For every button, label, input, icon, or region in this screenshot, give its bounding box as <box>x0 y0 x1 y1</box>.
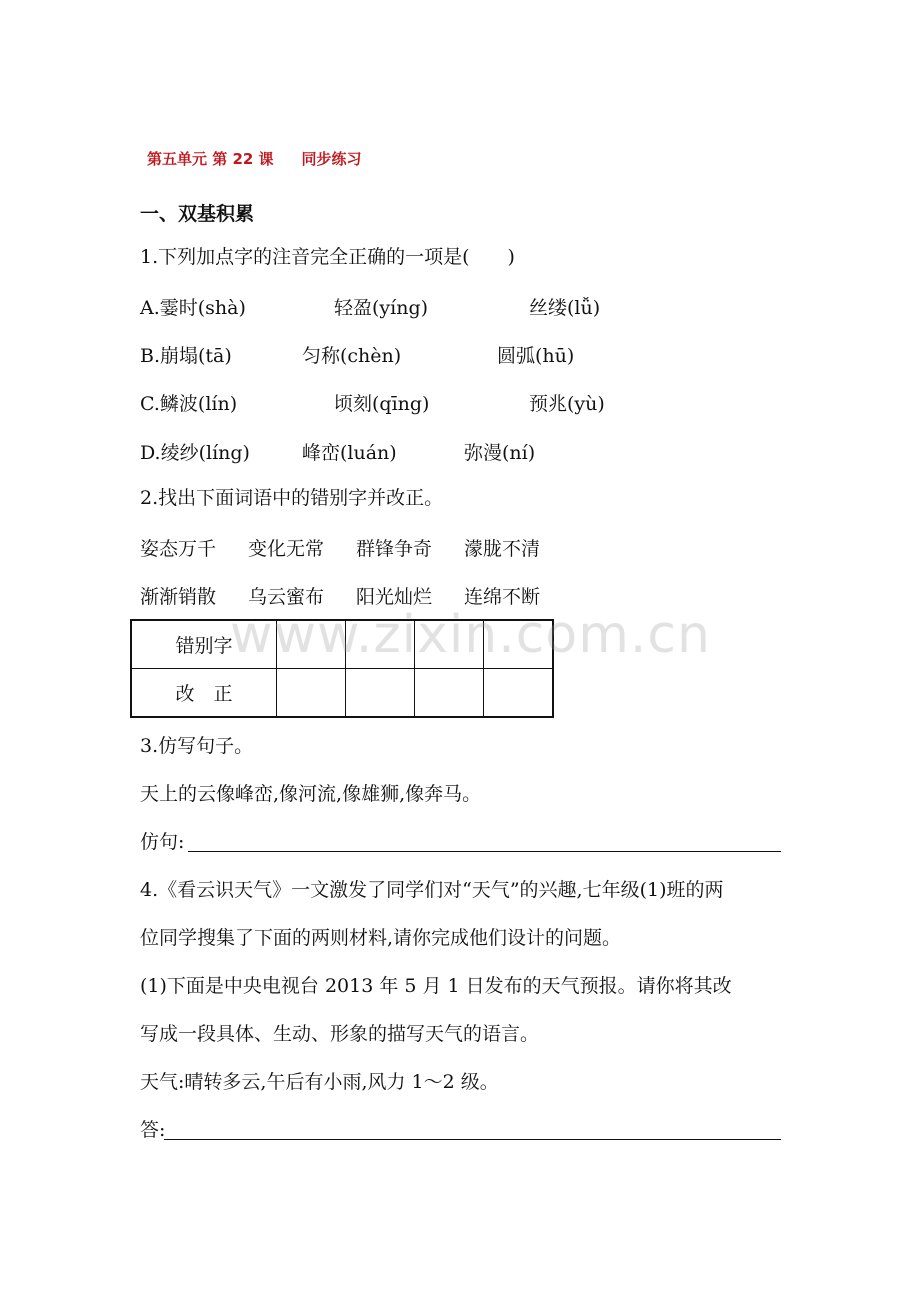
q1-stem: 1.下列加点字的注音完全正确的一项是( ) <box>140 246 515 268</box>
q4-line-1: 4.《看云识天气》一文激发了同学们对“天气”的兴趣,七年级(1)班的两 <box>140 879 724 901</box>
q2-word: 阳光灿烂 <box>356 586 433 608</box>
q3-sentence: 天上的云像峰峦,像河流,像雄狮,像奔马。 <box>140 783 482 805</box>
q2-word: 乌云蜜布 <box>248 586 325 608</box>
q1-c-item-2: 顷刻(qīng) <box>334 393 430 415</box>
q4-line-2: 位同学搜集了下面的两则材料,请你完成他们设计的问题。 <box>140 927 622 949</box>
title-practice: 同步练习 <box>301 150 362 168</box>
worksheet-title <box>147 148 362 169</box>
q1-b-item-1: B.崩塌(tā) <box>140 345 232 367</box>
q1-d-item-3: 弥漫(ní) <box>464 442 536 464</box>
q2-word: 变化无常 <box>248 538 325 560</box>
q2-word: 濛胧不清 <box>464 538 541 560</box>
q4-weather-text: 天气:晴转多云,午后有小雨,风力 1～2 级。 <box>140 1071 499 1093</box>
q3-answer-label: 仿句: <box>140 831 185 853</box>
q1-d-item-1: D.绫纱(líng) <box>140 442 250 464</box>
table-head-correct: 改 正 <box>131 669 277 718</box>
q1-b-item-3: 圆弧(hū) <box>497 345 575 367</box>
q1-c-item-1: C.鳞波(lín) <box>140 393 238 415</box>
table-cell[interactable] <box>415 669 484 718</box>
watermark: www.zixin.com.cn <box>230 605 711 665</box>
q1-a-item-3: 丝缕(lǚ) <box>529 297 601 319</box>
q4-line-4: 写成一段具体、生动、形象的描写天气的语言。 <box>140 1023 540 1045</box>
q4-answer-label: 答: <box>140 1119 166 1141</box>
q2-word: 群锋争奇 <box>356 538 433 560</box>
q4-answer-line[interactable] <box>164 1139 781 1140</box>
q4-line-3: (1)下面是中央电视台 2013 年 5 月 1 日发布的天气预报。请你将其改 <box>140 975 732 997</box>
q3-stem: 3.仿写句子。 <box>140 735 254 757</box>
q1-d-item-2: 峰峦(luán) <box>302 442 397 464</box>
table-head-wrong: 错别字 <box>131 620 277 669</box>
q1-b-item-2: 匀称(chèn) <box>302 345 402 367</box>
section-heading: 一、双基积累 <box>140 203 255 225</box>
q1-a-item-2: 轻盈(yíng) <box>334 297 429 319</box>
table-cell[interactable] <box>277 669 346 718</box>
q1-a-item-1: A.霎时(shà) <box>140 297 246 319</box>
q1-c-item-3: 预兆(yù) <box>529 393 605 415</box>
table-cell[interactable] <box>346 669 415 718</box>
table-row <box>131 669 553 718</box>
q2-word: 渐渐销散 <box>140 586 217 608</box>
title-unit-lesson: 第五单元 第 22 课 <box>147 150 274 168</box>
q2-stem: 2.找出下面词语中的错别字并改正。 <box>140 487 444 509</box>
q3-answer-line[interactable] <box>188 851 781 852</box>
q2-word: 连绵不断 <box>464 586 541 608</box>
table-cell[interactable] <box>484 669 554 718</box>
q2-word: 姿态万千 <box>140 538 217 560</box>
